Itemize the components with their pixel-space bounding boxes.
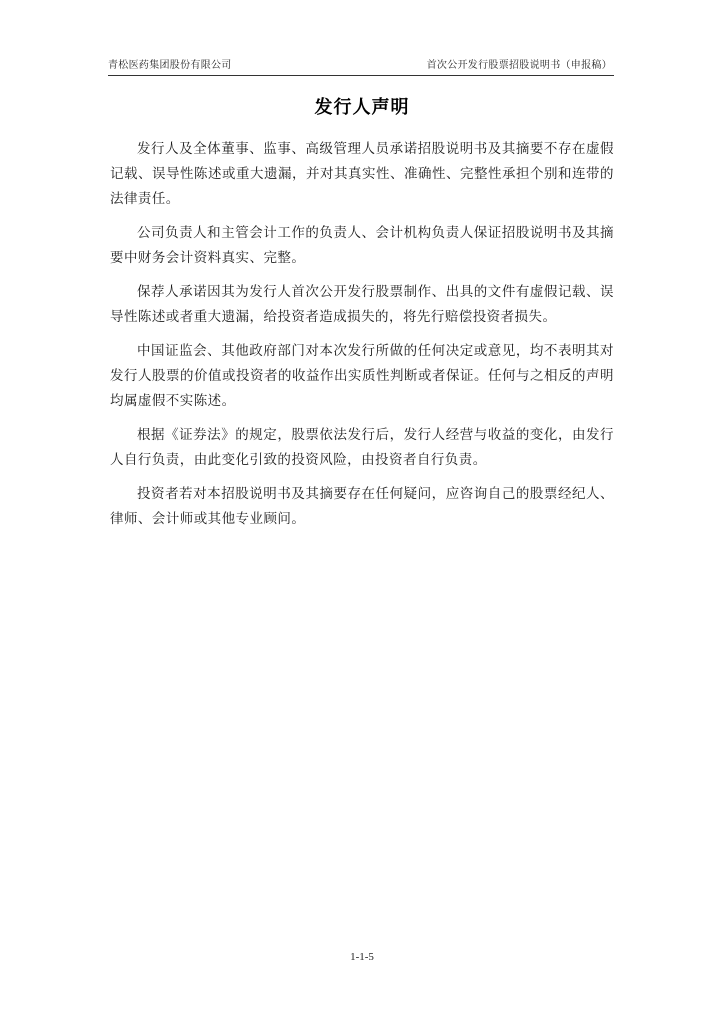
paragraph-4: 中国证监会、其他政府部门对本次发行所做的任何决定或意见，均不表明其对发行人股票的价值或投资者的收益作出实质性判断或者保证。任何与之相反的声明均属虚假不实陈述。: [110, 343, 614, 409]
paragraph-2: 公司负责人和主管会计工作的负责人、会计机构负责人保证招股说明书及其摘要中财务会计资料真实、完整。: [110, 225, 614, 266]
header-company-name: 青松医药集团股份有限公司: [108, 60, 232, 71]
page-number: 1-1-5: [350, 951, 374, 963]
paragraph-1: 发行人及全体董事、监事、高级管理人员承诺招股说明书及其摘要不存在虚假记载、误导性陈述或重大遗漏，并对其真实性、准确性、完整性承担个别和连带的法律责任。: [110, 141, 614, 207]
page-header: [108, 59, 612, 75]
declaration-body: [110, 137, 614, 541]
paragraph-6: 投资者若对本招股说明书及其摘要存在任何疑问，应咨询自己的股票经纪人、律师、会计师或其他专业顾问。: [110, 486, 614, 527]
page-title: 发行人声明: [314, 97, 410, 118]
header-document-title: 首次公开发行股票招股说明书（申报稿）: [426, 60, 612, 71]
paragraph-5: 根据《证券法》的规定，股票依法发行后，发行人经营与收益的变化，由发行人自行负责，由此变化引致的投资风险，由投资者自行负责。: [110, 427, 614, 468]
header-divider: [108, 75, 614, 76]
paragraph-3: 保荐人承诺因其为发行人首次公开发行股票制作、出具的文件有虚假记载、误导性陈述或者重大遗漏，给投资者造成损失的，将先行赔偿投资者损失。: [110, 284, 614, 325]
